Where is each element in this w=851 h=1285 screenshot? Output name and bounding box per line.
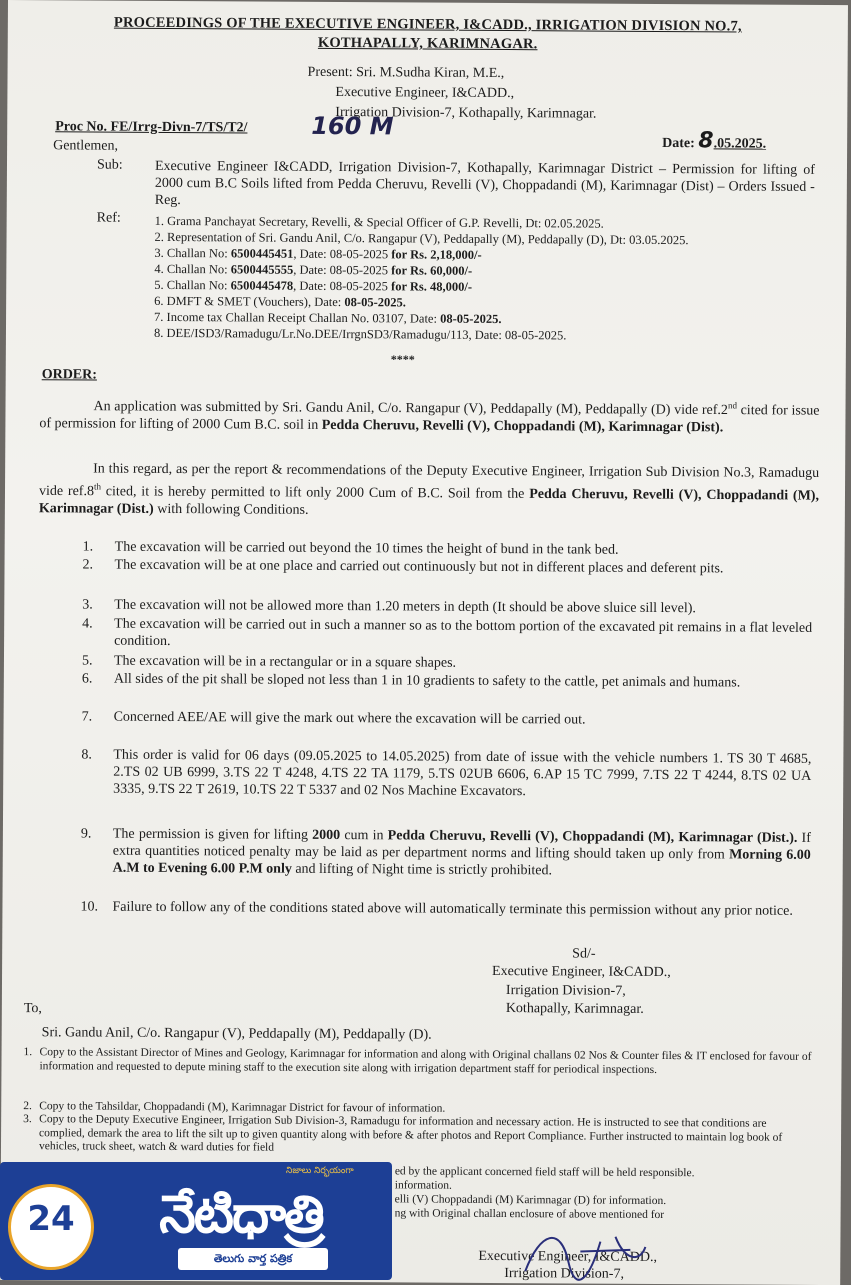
reference-item: 2. Representation of Sri. Gandu Anil, C/o. Rangapur (V), Peddapally (M), Peddapally (D), Dt: 03.05.2025. bbox=[154, 229, 689, 248]
header-line-2: KOTHAPALLY, KARIMNAGAR. bbox=[317, 34, 538, 53]
proc-date-handwritten: 8 bbox=[698, 128, 714, 154]
logo-number: 24 bbox=[27, 1199, 75, 1239]
order-paragraph-1: An application was submitted by Sri. Gandu Anil, C/o. Rangapur (V), Peddapally (M), Peddapally (D) vide ref.2nd cited for issue of permission for lifting of 2000 Cum B.C. soil in Pedda Cheruvu, Revelli (V), Choppadandi (M), Karimnagar (Dist). bbox=[39, 399, 820, 436]
present-line-2: Executive Engineer, I&CADD., bbox=[335, 85, 515, 102]
copy-5-partial: elli (V) Choppadandi (M) Karimnagar (D) for information. bbox=[394, 1193, 667, 1208]
bottom-signature-line-2: Irrigation Division-7, bbox=[504, 1266, 625, 1282]
proc-date bbox=[662, 128, 767, 154]
reference-item: 4. Challan No: 6500445555, Date: 08-05-2025 for Rs. 60,000/- bbox=[154, 261, 473, 278]
references-stars: **** bbox=[390, 352, 415, 367]
condition-3: 3. The excavation will not be allowed more than 1.20 meters in depth (It should be above sluice sill level). bbox=[82, 597, 696, 617]
proc-number bbox=[55, 118, 247, 136]
order-paragraph-2: In this regard, as per the report & recommendations of the Deputy Executive Engineer, Irrigation Sub Division No.3, Ramadugu vide ref.8th cited, it is hereby permitted to lift only 2000 Cum of B.C. Soil from the Pedda Cheruvu, Revelli (V), Choppadandi (M), Karimnagar (Dist.) with following Conditions. bbox=[38, 461, 820, 518]
proc-handwritten-number: 160 M bbox=[311, 111, 394, 141]
signature-line-1: Executive Engineer, I&CADD., bbox=[492, 963, 671, 981]
proc-date-rest: .05.2025. bbox=[713, 136, 767, 152]
condition-9: 9. The permission is given for lifting 2000 cum in Pedda Cheruvu, Revelli (V), Choppadandi (M), Karimnagar (Dist.). If extra quantities noticed penalty may be laid as per department norms and lifting should taken up only from Morning 6.00 A.M to Evening 6.00 P.M only and lifting of Night time is strictly prohibited. bbox=[80, 826, 811, 879]
present-line-1: Present: Sri. M.Sudha Kiran, M.E., bbox=[307, 64, 505, 82]
reference-item: 3. Challan No: 6500445451, Date: 08-05-2025 for Rs. 2,18,000/- bbox=[154, 245, 482, 262]
condition-4: 4. The excavation will be carried out in such a manner so as to the bottom portion of the excavated pit remains in a flat leveled condition. bbox=[82, 616, 813, 650]
signature-line-3: Kothapally, Karimnagar. bbox=[505, 1001, 644, 1017]
reference-item: 7. Income tax Challan Receipt Challan No. 03107, Date: 08-05-2025. bbox=[154, 309, 502, 327]
handwritten-signature bbox=[520, 1221, 650, 1282]
copy-2: 2. Copy to the Tahsildar, Choppadandi (M), Karimnagar District for favour of information. bbox=[23, 1100, 446, 1115]
condition-2: 2. The excavation will be at one place and carried out continuously but not in different places and deferent pits. bbox=[82, 557, 724, 577]
newspaper-logo bbox=[0, 1162, 392, 1280]
copy-3-continued: ed by the applicant concerned field staff will be held responsible. bbox=[394, 1165, 695, 1180]
bottom-signature-line-1: Executive Engineer, I&CADD., bbox=[478, 1248, 658, 1265]
condition-8: 8. This order is valid for 06 days (09.05.2025 to 14.05.2025) from date of issue with the vehicle numbers 1. TS 30 T 4685, 2.TS 02 UB 6999, 3.TS 22 T 4248, 4.TS 22 TA 1179, 5.TS 02UB 6606, 6.AP 15 TC 7999, 7.TS 22 T 4244, 8.TS 02 UA 3335, 9.TS 22 T 2619, 10.TS 22 T 5337 and 02 Nos Machine Excavators. bbox=[81, 747, 812, 800]
present-line-3: Irrigation Division-7, Kothapally, Karimnagar. bbox=[335, 105, 597, 122]
references-list bbox=[154, 213, 835, 345]
logo-slogan: నిజాలు నిర్భయంగా bbox=[286, 1166, 354, 1176]
reference-item: 8. DEE/ISD3/Ramadugu/Lr.No.DEE/IrrgnSD3/Ramadugu/113, Date: 08-05-2025. bbox=[153, 325, 567, 343]
to-label: To, bbox=[23, 1001, 42, 1017]
order-heading: ORDER: bbox=[41, 367, 97, 383]
proc-number-label: Proc No. FE/Irrg-Divn-7/TS/T2/ bbox=[55, 119, 248, 136]
logo-24-badge bbox=[8, 1184, 94, 1270]
header-line-1: PROCEEDINGS OF THE EXECUTIVE ENGINEER, I&CADD., IRRIGATION DIVISION NO.7, bbox=[113, 14, 742, 35]
copy-6-partial: ng with Original challan enclosure of above mentioned for bbox=[394, 1207, 665, 1222]
signature-sd: Sd/- bbox=[572, 946, 596, 962]
proc-date-label: Date: bbox=[662, 135, 695, 152]
copy-1: 1. Copy to the Assistant Director of Mines and Geology, Karimnagar for information and along with Original challans 02 Nos & Counter files & IT enclosed for favour of information and requested to depute mining staff to the execution site along with irrigation department staff for periodical inspections. bbox=[23, 1046, 812, 1076]
logo-brand-name: నేటిధాత్రి bbox=[159, 1185, 323, 1245]
copy-3: 3. Copy to the Deputy Executive Engineer, Irrigation Sub Division-3, Ramadugu for information and necessary action. He is instructed to see that conditions are complied, demark the area to lift the silt up to given quantity along with before & after photos and Report Compliance. Further instructed to maintain log book of vehicles, truck sheet, watch & ward duties for field bbox=[23, 1113, 783, 1154]
condition-6: 6. All sides of the pit shall be sloped not less than 1 in 10 gradients to safety to the cattle, pet animals and humans. bbox=[81, 671, 741, 691]
condition-5: 5. The excavation will be in a rectangular or in a square shapes. bbox=[81, 653, 457, 671]
reference-item: 6. DMFT & SMET (Vouchers), Date: 08-05-2025. bbox=[154, 293, 406, 310]
reference-item: 5. Challan No: 6500445478, Date: 08-05-2025 for Rs. 48,000/- bbox=[154, 277, 473, 294]
salutation: Gentlemen, bbox=[53, 138, 119, 154]
condition-1: 1. The excavation will be carried out beyond the 10 times the height of bund in the tank bed. bbox=[82, 539, 619, 558]
condition-10: 10. Failure to follow any of the conditions stated above will automatically terminate this permission without any prior notice. bbox=[80, 899, 793, 919]
subject-label: Sub: bbox=[96, 157, 123, 173]
reference-item: 1. Grama Panchayat Secretary, Revelli, & Special Officer of G.P. Revelli, Dt: 02.05.2025. bbox=[154, 213, 604, 231]
references-label: Ref: bbox=[96, 210, 121, 226]
addressee: Sri. Gandu Anil, C/o. Rangapur (V), Peddapally (M), Peddapally (D). bbox=[41, 1025, 432, 1043]
signature-line-2: Irrigation Division-7, bbox=[505, 983, 626, 999]
copy-4-partial: information. bbox=[394, 1179, 452, 1192]
logo-tagline: తెలుగు వార్త పత్రిక bbox=[178, 1248, 328, 1270]
condition-7: 7. Concerned AEE/AE will give the mark out where the excavation will be carried out. bbox=[81, 709, 586, 728]
subject-text: Executive Engineer I&CADD, Irrigation Division-7, Kothapally, Karimnagar District – Permission for lifting of 2000 cum B.C Soils lifted from Pedda Cheruvu, Revelli (V), Choppadandi (M), Karimnagar (Dist) – Orders Issued - Reg. bbox=[154, 158, 816, 209]
